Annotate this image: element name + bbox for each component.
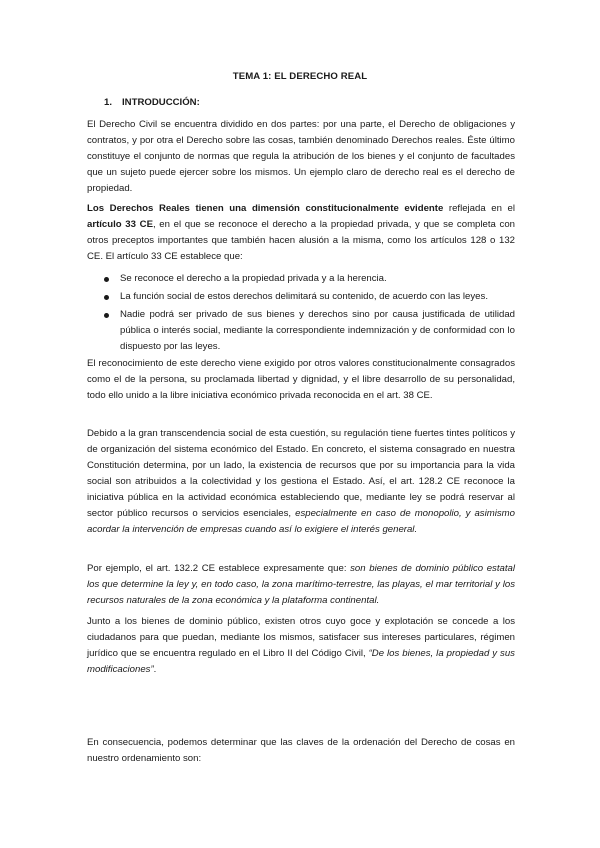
section-label: INTRODUCCIÓN: (122, 97, 200, 108)
text-span: . (153, 664, 157, 675)
italic-quote: “De los bienes, la propiedad y sus modificaciones” (87, 648, 515, 675)
bold-text: Los Derechos Reales tienen una dimensión constitucionalmente evidente (87, 203, 444, 214)
text-span: Por ejemplo, el art. 132.2 CE establece expresamente que: (87, 563, 351, 574)
bullet-icon (104, 277, 109, 282)
paragraph-example (87, 561, 515, 609)
bullet-icon (104, 295, 109, 300)
italic-quote: son bienes de dominio público estatal los que determine la ley y, en todo caso, la zona marítimo-terrestre, las playas, el mar territorial y los recursos naturales de la zona económica y la plataforma continental. (87, 563, 515, 606)
article-33-list (104, 271, 515, 357)
italic-quote: especialmente en caso de monopolio, y asimismo acordar la intervención de empresas cuando así lo exigiere el interés general. (87, 508, 515, 535)
paragraph-intro: El Derecho Civil se encuentra dividido en dos partes: por una parte, el Derecho de obligaciones y contratos, y por otra el Derecho sobre las cosas, también denominado Derechos reales. Éste último constituye el conjunto de normas que regula la atribución de los bienes y el conjunto de facultades que un sujeto puede ejercer sobre los mismos. Un ejemplo claro de derecho real es el derecho de propiedad. (87, 119, 515, 194)
text-span: Debido a la gran transcendencia social de esta cuestión, su regulación tiene fuertes tintes políticos y de organización del sistema económico del Estado. En concreto, el sistema consagrado en nuestra Constitución determina, por un lado, la existencia de recursos que por su importancia para la vida social son atribuidos a la colectividad y los gestiona el Estado. Así, el art. 128.2 CE reconoce la iniciativa pública en la actividad económica estableciendo que, mediante ley se podrá reservar al sector público recursos o servicios esenciales, (87, 428, 515, 519)
paragraph-values: El reconocimiento de este derecho viene exigido por otros valores constitucionalmente consagrados como el de la persona, su proclamada libertad y dignidad, y el libre desarrollo de su personalidad, todo ello unido a la libre iniciativa económico privada reconocida en el art. 38 CE. (87, 358, 515, 401)
paragraph-transcendence (87, 426, 515, 538)
paragraph-private-goods (87, 614, 515, 678)
list-item (104, 271, 515, 287)
section-number: 1. (104, 97, 113, 108)
paragraph-constitutional (87, 201, 515, 265)
page-title: TEMA 1: EL DERECHO REAL (232, 71, 368, 82)
paragraph-conclusion: En consecuencia, podemos determinar que las claves de la ordenación del Derecho de cosas en nuestro ordenamiento son: (87, 737, 515, 764)
bold-article-reference: artículo 33 CE (87, 219, 153, 230)
bullet-icon (104, 313, 109, 318)
list-item (104, 289, 515, 305)
list-item (104, 307, 515, 355)
list-item-text: Se reconoce el derecho a la propiedad privada y a la herencia. (120, 273, 387, 284)
text-span: Junto a los bienes de dominio público, existen otros cuyo goce y explotación se concede a los ciudadanos para que puedan, mediante los mismos, satisfacer sus intereses particulares, régimen jurídico que se encuentra regulado en el Libro II del Código Civil, (87, 616, 515, 659)
list-item-text: La función social de estos derechos delimitará su contenido, de acuerdo con las leyes. (120, 291, 488, 302)
text-span: reflejada en el (443, 203, 515, 214)
list-item-text: Nadie podrá ser privado de sus bienes y derechos sino por causa justificada de utilidad pública o interés social, mediante la correspondiente indemnización y de conformidad con lo dispuesto por las leyes. (120, 309, 515, 352)
section-heading (104, 97, 200, 108)
text-span: , en el que se reconoce el derecho a la propiedad privada, y que se completa con otros preceptos importantes que también hacen alusión a la misma, como los artículos 128 o 132 CE. El artículo 33 CE establece que: (87, 219, 515, 262)
